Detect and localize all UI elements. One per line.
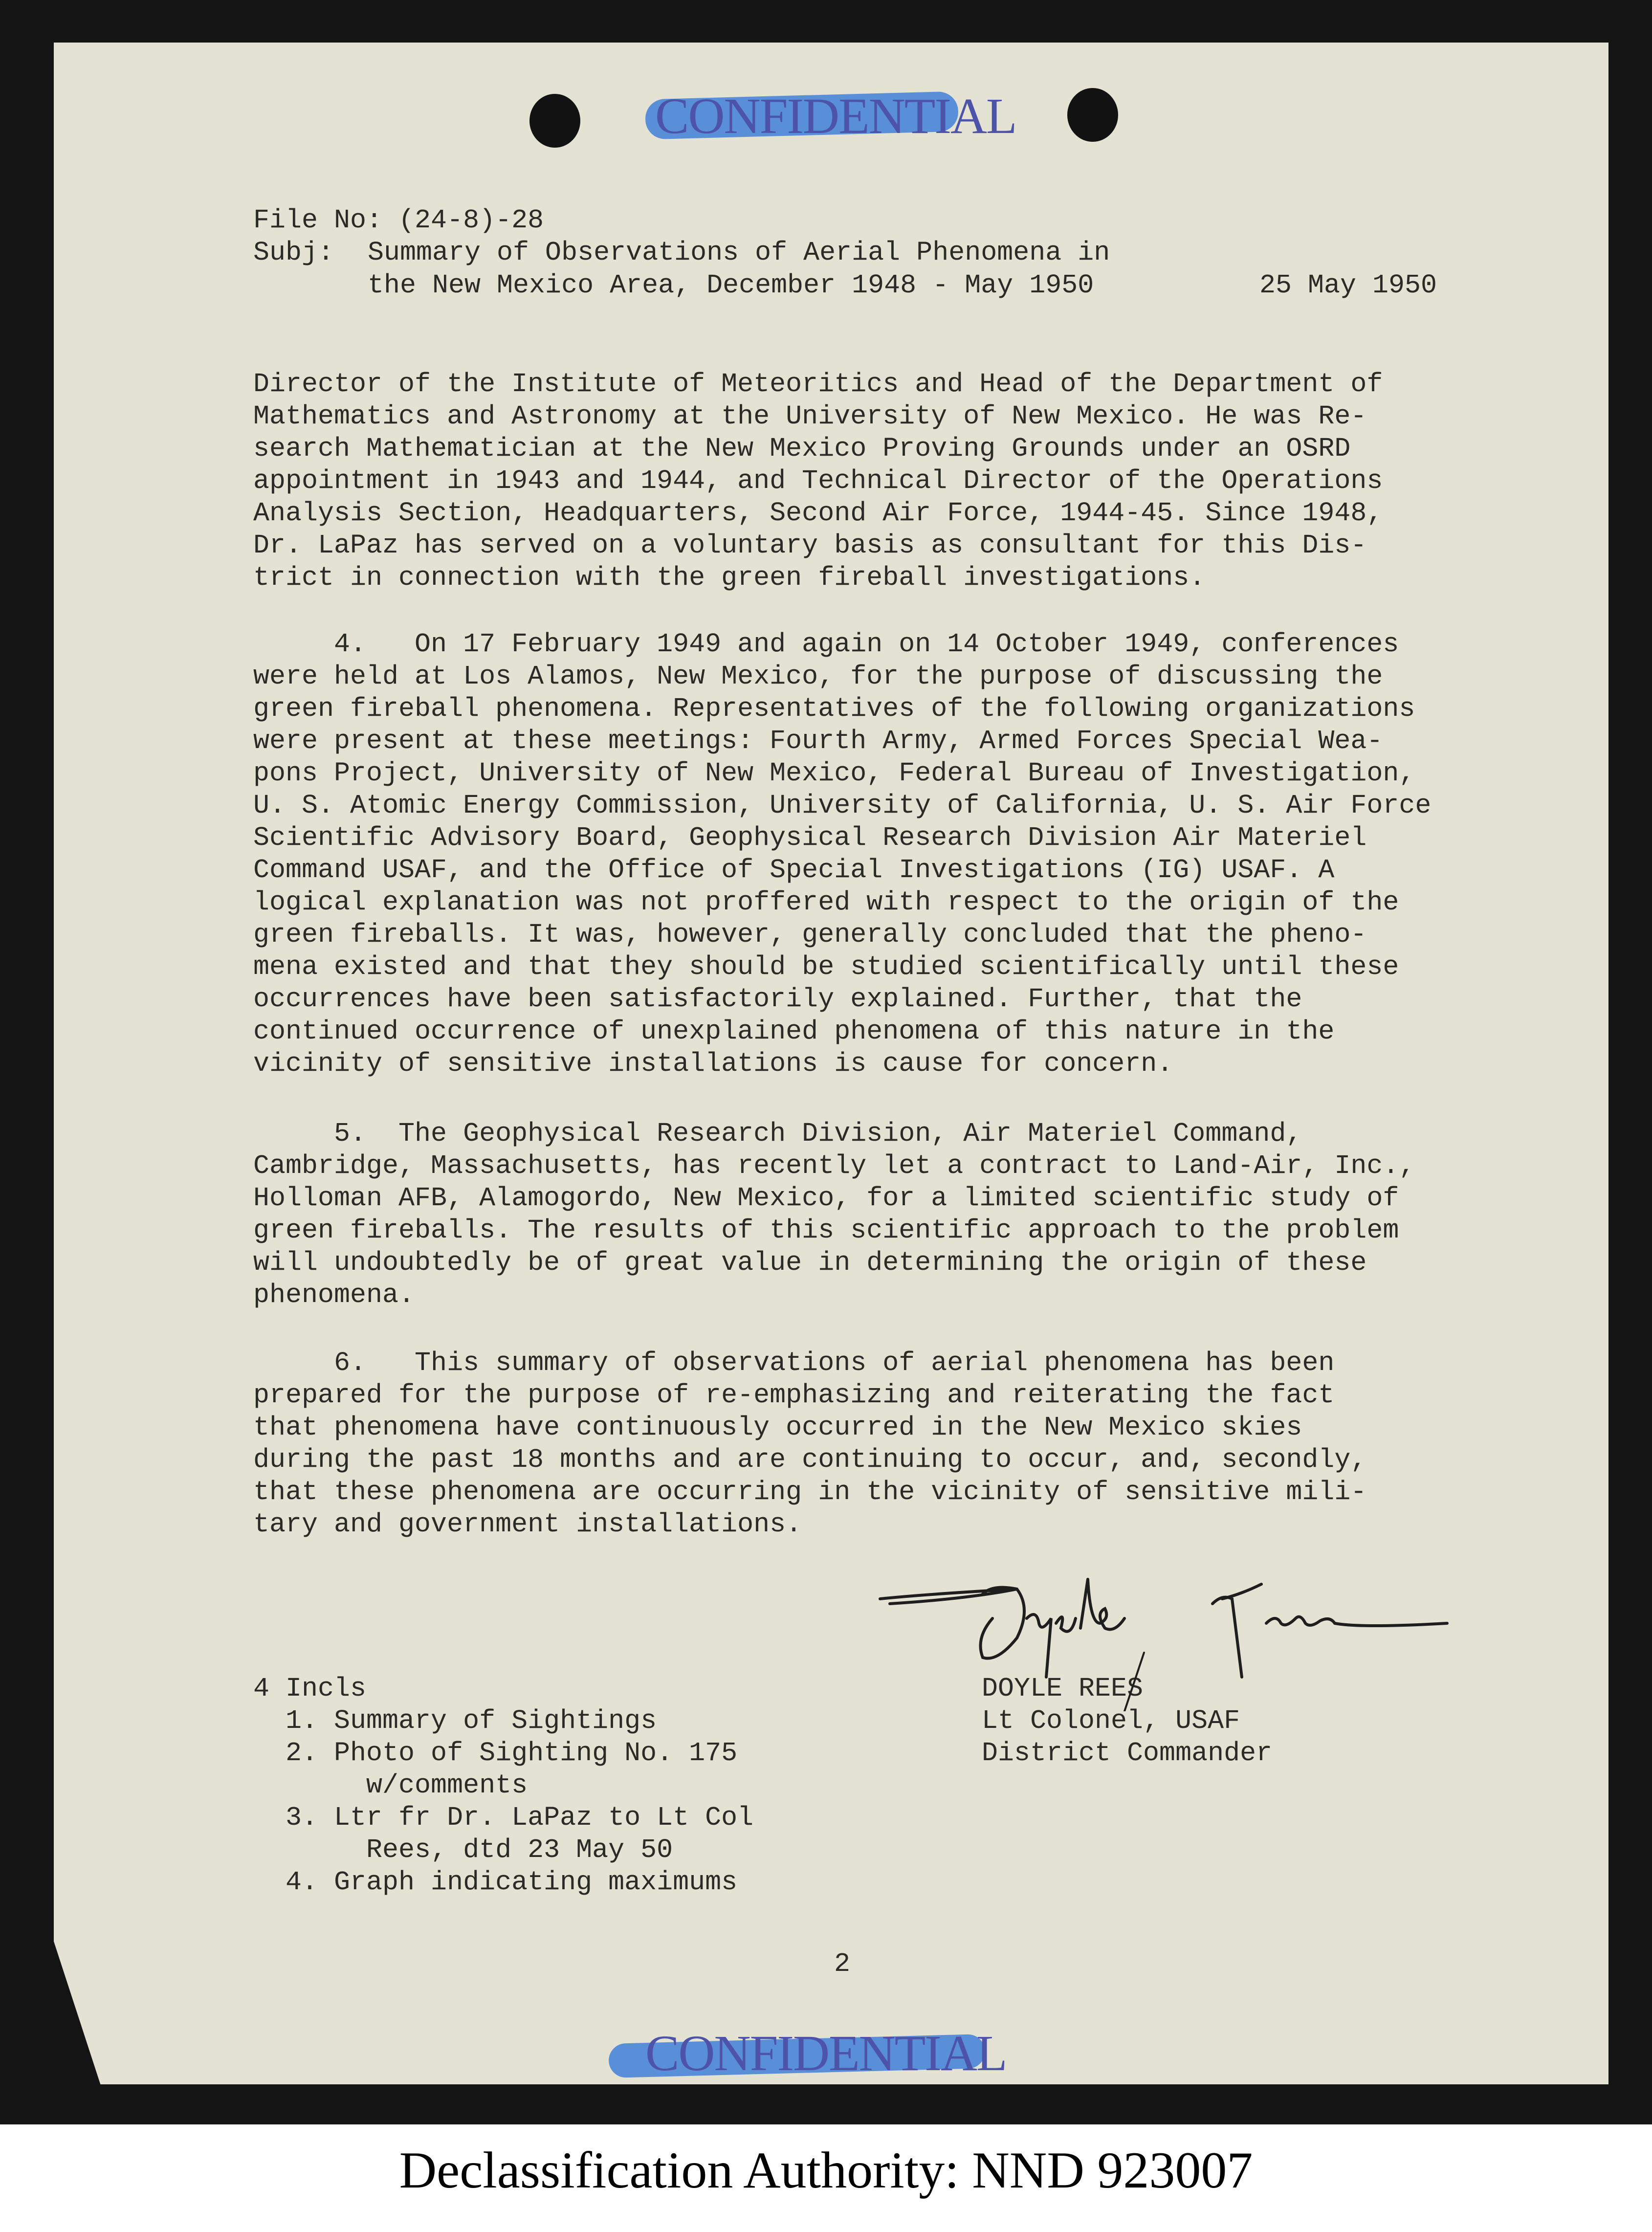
text-line: occurrences have been satisfactorily explained. Further, that the [253, 984, 1302, 1015]
text-line: green fireball phenomena. Representatives of the following organizations [253, 693, 1415, 724]
subject-line: the New Mexico Area, December 1948 - May 1950 [368, 270, 1094, 301]
subject-line: Summary of Observations of Aerial Phenomena in [368, 237, 1110, 268]
signature-line: DOYLE REES [982, 1673, 1144, 1704]
text-line: Director of the Institute of Meteoritics and Head of the Department of [253, 369, 1383, 399]
text-line: continued occurrence of unexplained phenomena of this nature in the [253, 1016, 1335, 1047]
text-line: will undoubtedly be of great value in determining the origin of these [253, 1247, 1367, 1278]
handwritten-signature [870, 1565, 1457, 1711]
text-line: tary and government installations. [253, 1509, 802, 1540]
confidential-stamp-bottom: CONFIDENTIAL [645, 2025, 1007, 2081]
punch-hole [1067, 88, 1118, 142]
text-line: green fireballs. It was, however, generally concluded that the pheno- [253, 919, 1367, 950]
text-line: appointment in 1943 and 1944, and Technical Director of the Operations [253, 465, 1383, 496]
inclosure-item: 2. Photo of Sighting No. 175 [253, 1738, 738, 1768]
text-line: pons Project, University of New Mexico, Federal Bureau of Investigation, [253, 758, 1415, 789]
signature-line: Lt Colonel, USAF [982, 1705, 1240, 1736]
text-line: 5. The Geophysical Research Division, Air Materiel Command, [253, 1118, 1302, 1149]
text-line: Command USAF, and the Office of Special Investigations (IG) USAF. A [253, 855, 1335, 885]
paragraph-6 [253, 1347, 1366, 1541]
paragraph-5 [253, 1118, 1415, 1311]
text-line: Analysis Section, Headquarters, Second Air Force, 1944-45. Since 1948, [253, 498, 1383, 529]
text-line: 6. This summary of observations of aerial phenomena has been [253, 1348, 1335, 1378]
inclosure-item: w/comments [253, 1770, 528, 1801]
text-line: green fireballs. The results of this scientific approach to the problem [253, 1215, 1399, 1246]
text-line: vicinity of sensitive installations is cause for concern. [253, 1048, 1173, 1079]
text-line: Scientific Advisory Board, Geophysical Research Division Air Materiel [253, 822, 1367, 853]
subject-label: Subj: [253, 237, 334, 268]
inclosures-list [253, 1673, 753, 1899]
text-line: logical explanation was not proffered with respect to the origin of the [253, 887, 1399, 918]
paragraph [253, 368, 1383, 594]
text-line: trict in connection with the green fireball investigations. [253, 562, 1206, 593]
text-line: mena existed and that they should be studied scientifically until these [253, 951, 1399, 982]
text-line: prepared for the purpose of re-emphasizing and reiterating the fact [253, 1380, 1335, 1411]
confidential-stamp-top: CONFIDENTIAL [655, 88, 1016, 144]
text-line: were held at Los Alamos, New Mexico, for the purpose of discussing the [253, 661, 1383, 692]
text-line: Holloman AFB, Alamogordo, New Mexico, for a limited scientific study of [253, 1183, 1399, 1214]
text-line: that these phenomena are occurring in the vicinity of sensitive mili- [253, 1477, 1367, 1507]
page-number: 2 [834, 1948, 851, 1979]
inclosure-item: 3. Ltr fr Dr. LaPaz to Lt Col [253, 1802, 754, 1833]
text-line: Cambridge, Massachusetts, has recently let a contract to Land-Air, Inc., [253, 1150, 1415, 1181]
text-line: during the past 18 months and are continuing to occur, and, secondly, [253, 1444, 1367, 1475]
text-line: search Mathematician at the New Mexico Proving Grounds under an OSRD [253, 433, 1351, 464]
declassification-caption: Declassification Authority: NND 923007 [399, 2142, 1253, 2199]
text-line: U. S. Atomic Energy Commission, University of California, U. S. Air Force [253, 790, 1432, 821]
punch-hole [529, 94, 580, 148]
signature-line: District Commander [982, 1738, 1273, 1768]
inclosure-item: Rees, dtd 23 May 50 [253, 1834, 673, 1865]
text-line: that phenomena have continuously occurred in the New Mexico skies [253, 1412, 1302, 1443]
paragraph-4 [253, 628, 1431, 1080]
text-line: were present at these meetings: Fourth Army, Armed Forces Special Wea- [253, 726, 1383, 756]
file-number: File No: (24-8)-28 [253, 205, 544, 236]
inclosure-item: 4. Graph indicating maximums [253, 1867, 738, 1898]
document-date: 25 May 1950 [1259, 270, 1437, 301]
text-line: 4. On 17 February 1949 and again on 14 October 1949, conferences [253, 629, 1399, 660]
text-line: phenomena. [253, 1280, 415, 1310]
text-line: Mathematics and Astronomy at the University of New Mexico. He was Re- [253, 401, 1367, 432]
inclosure-item: 1. Summary of Sightings [253, 1705, 657, 1736]
text-line: Dr. LaPaz has served on a voluntary basis as consultant for this Dis- [253, 530, 1367, 561]
inclosure-item: 4 Incls [253, 1673, 367, 1704]
